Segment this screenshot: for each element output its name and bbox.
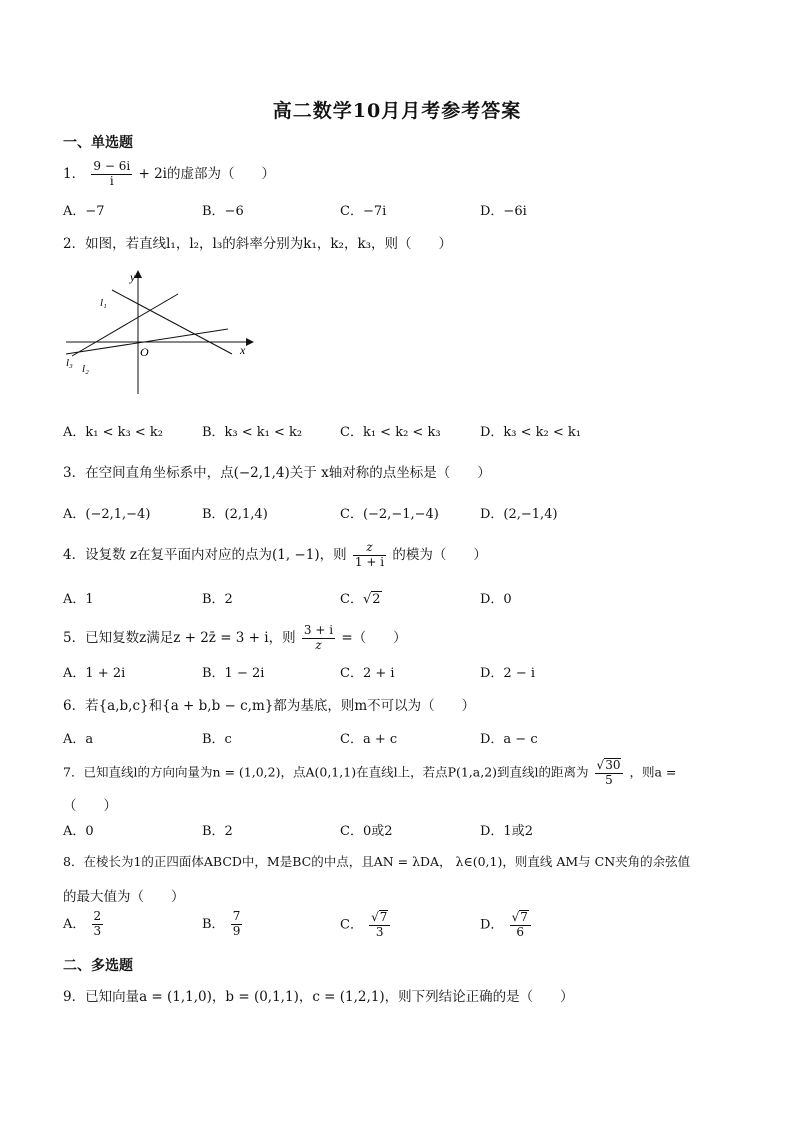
question-9: 9．已知向量a = (1,1,0)，b = (0,1,1)，c = (1,2,1)，则下列结论正确的是（ ） — [63, 989, 574, 1005]
q8-d-num: √7 — [510, 910, 531, 926]
y-label: y — [130, 270, 136, 284]
q7-option-a: A．0 — [63, 824, 94, 839]
q1-frac-num: 9 − 6i — [93, 159, 131, 173]
question-8: 8．在棱长为1的正四面体ABCD中，M是BC的中点，且AN = λDA， λ∈(0,1)，则直线 AM与 CN夹角的余弦值 — [63, 854, 691, 869]
q1-option-b: B．−6 — [202, 204, 244, 219]
q7-frac-num-root: 30 — [605, 758, 621, 772]
q8-option-a-fraction — [92, 910, 104, 939]
q5-pre: 5．已知复数z满足z + 2z̄ = 3 + i，则 — [63, 629, 296, 646]
question-1 — [63, 160, 275, 189]
q7-option-b: B．2 — [202, 824, 233, 839]
q1-option-a: A．−7 — [63, 204, 105, 219]
q5-fraction — [302, 624, 335, 653]
q3-option-c: C．(−2,−1,−4) — [340, 507, 439, 522]
q6-option-b: B．c — [202, 732, 232, 747]
q2-option-c: C．k₁ < k₂ < k₃ — [340, 425, 441, 440]
question-8-line-2: 的最大值为（ ） — [63, 889, 185, 905]
q6-option-d: D．a − c — [480, 732, 538, 747]
q5-frac-den: z — [315, 637, 322, 652]
section-heading-multi: 二、多选题 — [63, 958, 133, 974]
q4-option-c: C．√2 — [340, 592, 381, 607]
question-4 — [63, 541, 487, 570]
q8-option-c-label: C． — [340, 917, 363, 933]
q3-option-b: B．(2,1,4) — [202, 507, 268, 522]
q3-option-d: D．(2,−1,4) — [480, 507, 558, 522]
q8-option-c — [340, 910, 392, 940]
q5-option-d: D．2 − i — [480, 666, 536, 681]
q8-option-b-label: B． — [202, 916, 225, 932]
l2-label: l₂ — [82, 363, 89, 375]
q4-option-a: A．1 — [63, 592, 94, 607]
q4-pre: 4．设复数 z在复平面内对应的点为(1, −1)，则 — [63, 546, 347, 563]
q7-post: ，则a = — [629, 764, 677, 780]
x-axis-arrow — [246, 338, 254, 346]
question-3: 3．在空间直角坐标系中，点(−2,1,4)关于 x轴对称的点坐标是（ ） — [63, 465, 491, 481]
q4-option-c-label: C． — [340, 592, 363, 607]
q2-option-d: D．k₃ < k₂ < k₁ — [480, 425, 582, 440]
question-2: 2．如图，若直线l₁，l₂，l₃的斜率分别为k₁，k₂，k₃，则（ ） — [63, 236, 453, 252]
q7-pre: 7．已知直线l的方向向量为n = (1,0,2)，点A(0,1,1)在直线l上，若点P(1,a,2)到直线l的距离为 — [63, 764, 589, 780]
q8-a-den: 3 — [93, 923, 102, 938]
q6-option-c: C．a + c — [340, 732, 398, 747]
q8-b-den: 9 — [232, 923, 241, 938]
q8-option-d-label: D． — [480, 917, 504, 933]
q8-b-num: 7 — [232, 909, 241, 923]
line-slope-figure — [60, 268, 260, 400]
q4-fraction — [353, 541, 386, 570]
section-heading-single: 一、单选题 — [63, 135, 133, 151]
q7-frac-den: 5 — [605, 772, 613, 787]
q5-post: =（ ） — [341, 629, 407, 646]
line-l2 — [72, 294, 178, 356]
q8-option-b-fraction — [231, 910, 243, 939]
q7-fraction — [595, 758, 624, 788]
q5-option-b: B．1 − 2i — [202, 666, 265, 681]
q8-d-num-root: 7 — [520, 910, 528, 924]
x-label: x — [240, 343, 246, 357]
q8-c-den: 3 — [375, 924, 384, 939]
q1-fraction — [91, 160, 132, 189]
q7-option-d: D．1或2 — [480, 824, 533, 839]
l1-label: l₁ — [100, 297, 107, 309]
q1-option-d: D．−6i — [480, 204, 527, 219]
q1-option-c: C．−7i — [340, 204, 387, 219]
q4-option-d: D．0 — [480, 592, 512, 607]
q7-frac-num: √30 — [595, 758, 624, 774]
q3-option-a: A．(−2,1,−4) — [63, 507, 151, 522]
q5-option-c: C．2 + i — [340, 666, 395, 681]
q5-frac-num: 3 + i — [303, 623, 334, 637]
q4-frac-den: 1 + i — [354, 554, 385, 569]
q4-frac-num: z — [353, 541, 386, 556]
q5-option-a: A．1 + 2i — [63, 666, 126, 681]
q8-option-c-fraction — [369, 910, 390, 940]
q1-number: 1． — [63, 165, 86, 182]
page-title: 高二数学10月月考参考答案 — [272, 100, 522, 122]
q2-option-b: B．k₃ < k₁ < k₂ — [202, 425, 303, 440]
question-7 — [63, 758, 676, 788]
question-5 — [63, 624, 407, 653]
q8-d-den: 6 — [516, 924, 525, 939]
q1-tail: + 2i的虚部为（ ） — [138, 165, 275, 182]
q8-a-num: 2 — [93, 909, 102, 923]
question-6: 6．若{a,b,c}和{a + b,b − c,m}都为基底，则m不可以为（ ） — [63, 698, 476, 714]
q4-post: 的模为（ ） — [392, 546, 487, 563]
q4-option-b: B．2 — [202, 592, 233, 607]
q2-option-a: A．k₁ < k₃ < k₂ — [63, 425, 163, 440]
q8-option-d-fraction — [510, 910, 531, 940]
q8-c-num-root: 7 — [379, 910, 388, 924]
q8-option-a — [63, 910, 105, 939]
q7-option-c: C．0或2 — [340, 824, 393, 839]
q4-option-c-root: 2 — [372, 592, 381, 607]
q8-c-num: √7 — [369, 910, 390, 926]
q8-option-a-label: A． — [63, 916, 86, 932]
q8-option-b — [202, 910, 244, 939]
q8-option-d — [480, 910, 533, 940]
q6-option-a: A．a — [63, 732, 94, 747]
l3-label: l₃ — [66, 357, 73, 369]
question-7-line-2: （ ） — [63, 798, 117, 814]
origin-label: O — [140, 345, 149, 359]
q1-frac-den: i — [109, 173, 114, 188]
